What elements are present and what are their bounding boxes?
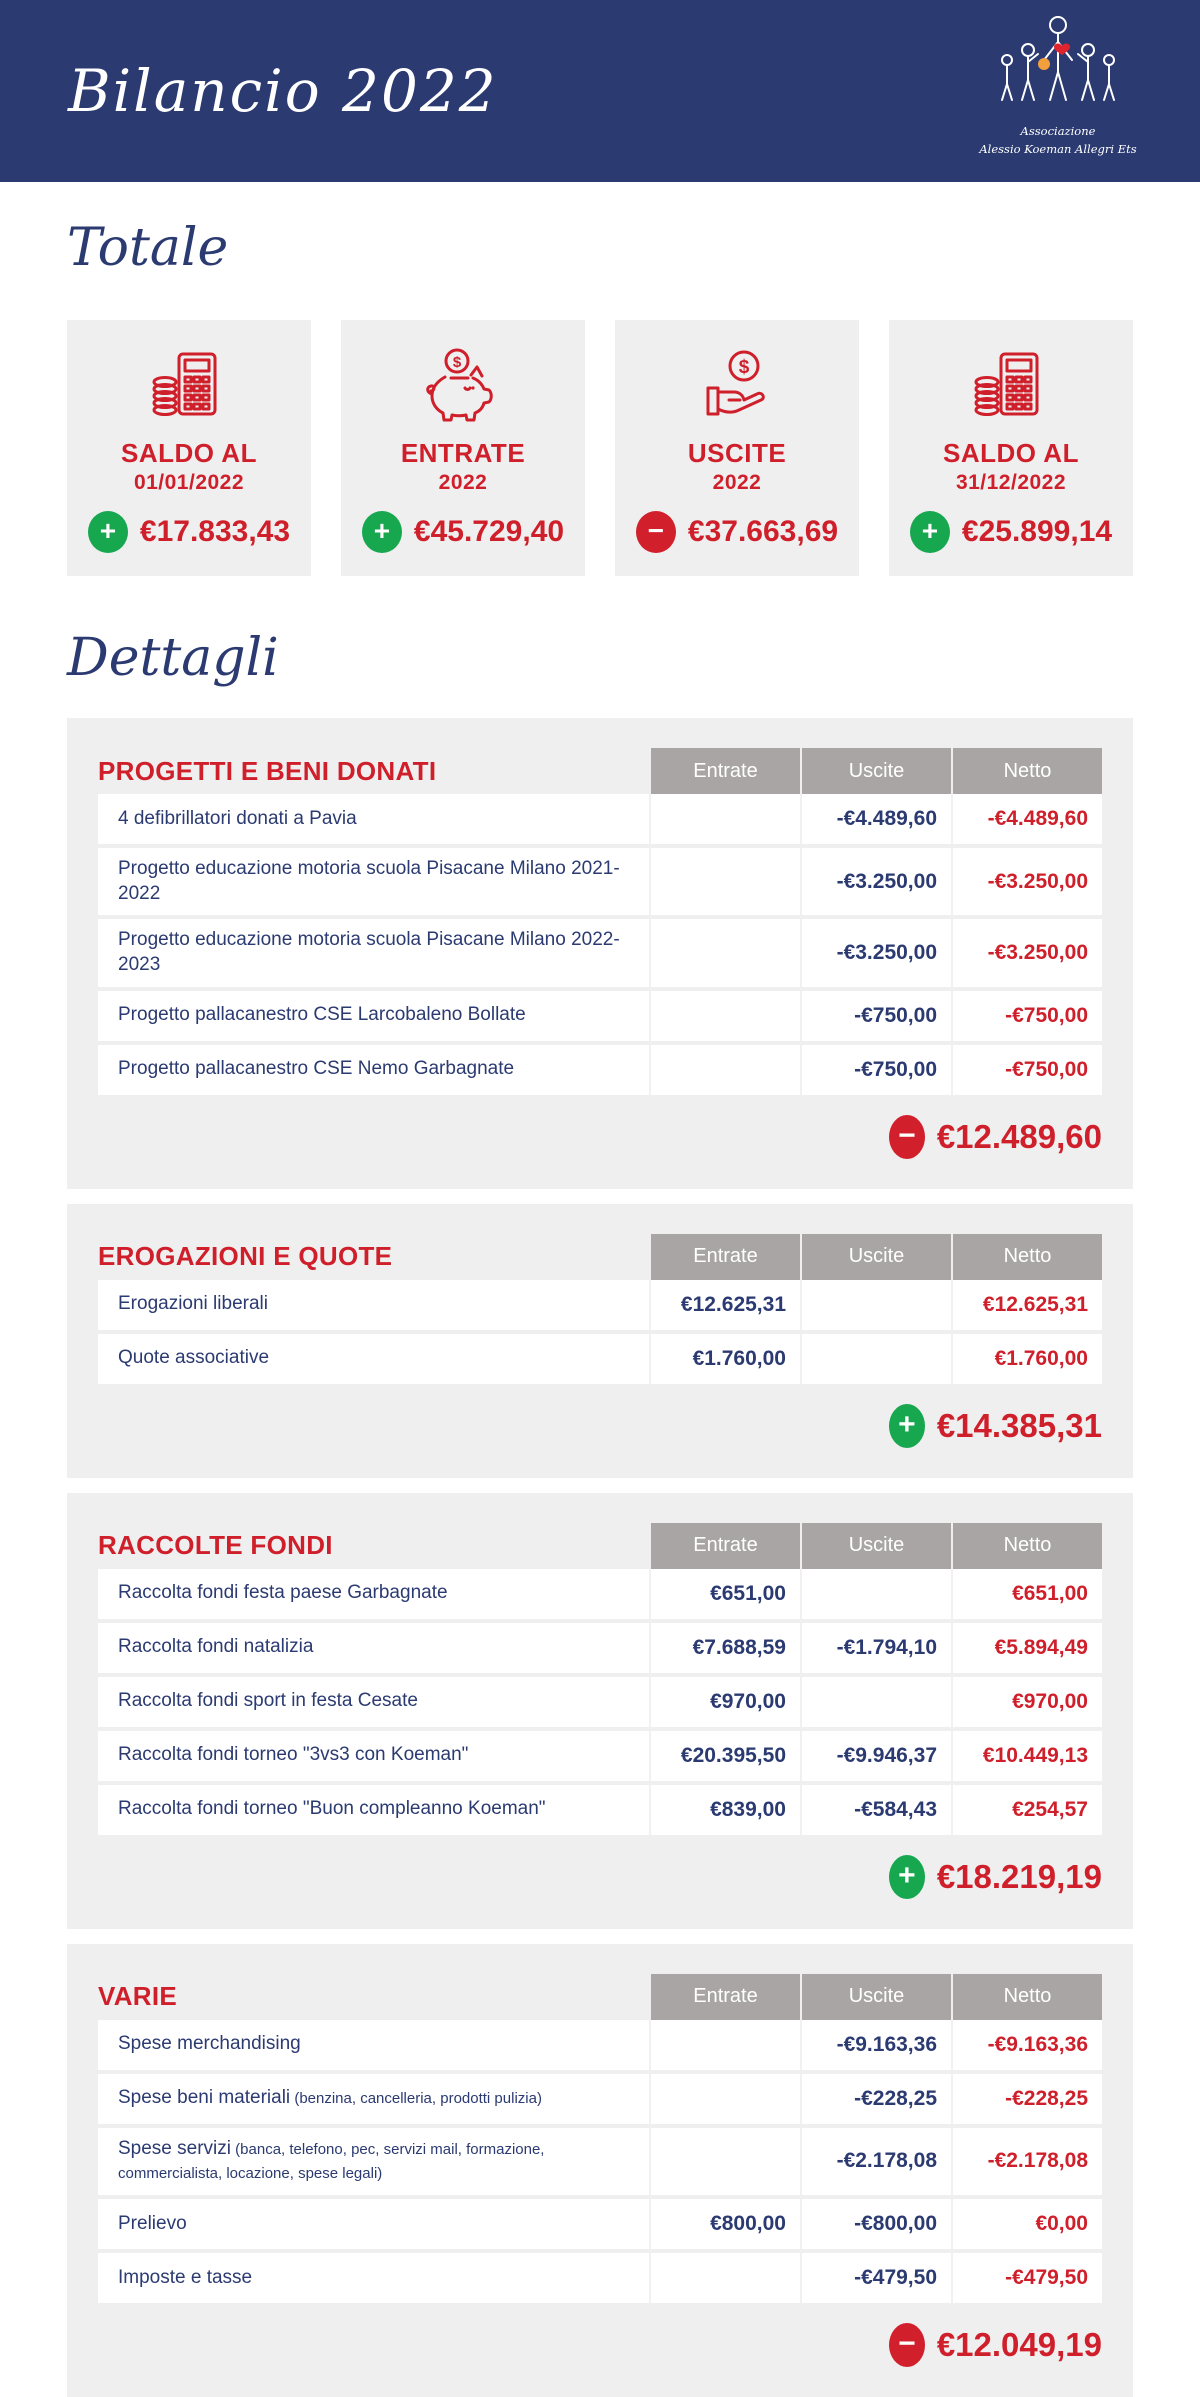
row-label: Raccolta fondi festa paese Garbagnate — [118, 1582, 448, 1604]
row-label: Spese merchandising — [118, 2033, 301, 2055]
detail-table-varie — [67, 1944, 1133, 2397]
table-row — [98, 848, 1102, 915]
logo-text-line2: Alessio Koeman Allegri Ets — [979, 142, 1137, 157]
row-entrate-value: €839,00 — [649, 1785, 800, 1835]
summary-card-value: €17.833,43 — [139, 514, 291, 548]
table-title: RACCOLTE FONDI — [98, 1530, 333, 1561]
row-uscite-value: -€584,43 — [800, 1785, 951, 1835]
totale-heading: Totale — [67, 218, 229, 278]
row-uscite-value — [800, 1334, 951, 1384]
row-entrate-value — [649, 991, 800, 1041]
row-label-cell — [98, 1623, 649, 1673]
row-label-cell — [98, 1569, 649, 1619]
row-uscite-value: -€1.794,10 — [800, 1623, 951, 1673]
row-label-note: (banca, telefono, pec, servizi mail, formazione, commercialista, locazione, spese legali) — [118, 2140, 545, 2183]
row-label: Spese servizi — [118, 2137, 231, 2159]
table-total-value: €18.219,19 — [936, 1857, 1102, 1895]
row-label-cell — [98, 2199, 649, 2249]
detail-table-progetti — [67, 718, 1133, 1189]
row-entrate-value — [649, 919, 800, 986]
row-uscite-value — [800, 1677, 951, 1727]
row-label: Prelievo — [118, 2212, 187, 2234]
sign-badge: + — [88, 511, 128, 553]
page-header — [0, 0, 1200, 182]
row-label: Progetto pallacanestro CSE Larcobaleno Bollate — [118, 1004, 526, 1026]
table-row — [98, 919, 1102, 986]
row-netto-value: €12.625,31 — [951, 1280, 1102, 1330]
row-label-cell — [98, 848, 649, 915]
sign-badge: + — [362, 511, 402, 553]
column-header-uscite: Uscite — [800, 1974, 951, 2020]
row-entrate-value — [649, 794, 800, 844]
calculator-coins-icon — [971, 344, 1051, 428]
row-netto-value: €0,00 — [951, 2199, 1102, 2249]
table-rows — [98, 1280, 1102, 1384]
summary-card-value: €37.663,69 — [687, 514, 839, 548]
row-label-cell — [98, 2074, 649, 2124]
row-uscite-value: -€4.489,60 — [800, 794, 951, 844]
row-netto-value: -€228,25 — [951, 2074, 1102, 2124]
sign-badge: + — [910, 511, 950, 553]
total-sign-badge: + — [889, 1404, 925, 1448]
column-header-entrate: Entrate — [649, 1234, 800, 1280]
table-rows — [98, 2020, 1102, 2303]
row-label: Erogazioni liberali — [118, 1293, 268, 1315]
row-uscite-value: -€3.250,00 — [800, 919, 951, 986]
column-header-netto: Netto — [951, 1234, 1102, 1280]
row-label-note: (benzina, cancelleria, prodotti pulizia) — [290, 2090, 542, 2108]
row-entrate-value — [649, 1045, 800, 1095]
row-netto-value: €10.449,13 — [951, 1731, 1102, 1781]
total-sign-badge: − — [889, 1115, 925, 1159]
association-logo — [968, 12, 1148, 157]
summary-card-subtitle: 01/01/2022 — [133, 470, 245, 494]
summary-card-title: SALDO AL — [121, 437, 257, 468]
column-header-uscite: Uscite — [800, 748, 951, 794]
column-header-uscite: Uscite — [800, 1234, 951, 1280]
row-label-cell — [98, 1731, 649, 1781]
table-total-row — [98, 1384, 1102, 1456]
row-entrate-value — [649, 2128, 800, 2195]
summary-card-title: USCITE — [687, 437, 787, 468]
table-row — [98, 1569, 1102, 1619]
table-row — [98, 1280, 1102, 1330]
summary-card-subtitle: 2022 — [712, 470, 762, 494]
table-total-row — [98, 2303, 1102, 2375]
summary-card-saldo-iniziale — [67, 320, 311, 576]
row-entrate-value — [649, 2253, 800, 2303]
table-row — [98, 1677, 1102, 1727]
table-row — [98, 2199, 1102, 2249]
column-header-entrate: Entrate — [649, 1974, 800, 2020]
total-sign-badge: + — [889, 1855, 925, 1899]
table-rows — [98, 794, 1102, 1095]
row-uscite-value: -€800,00 — [800, 2199, 951, 2249]
row-uscite-value: -€228,25 — [800, 2074, 951, 2124]
table-row — [98, 1045, 1102, 1095]
table-row — [98, 2128, 1102, 2195]
row-entrate-value — [649, 2020, 800, 2070]
row-uscite-value — [800, 1569, 951, 1619]
row-label-cell — [98, 1785, 649, 1835]
summary-card-title: SALDO AL — [943, 437, 1079, 468]
row-label-cell — [98, 991, 649, 1041]
row-label: Imposte e tasse — [118, 2266, 253, 2288]
table-row — [98, 991, 1102, 1041]
calculator-coins-icon — [149, 344, 229, 428]
table-row — [98, 1623, 1102, 1673]
hand-coin-icon — [696, 344, 778, 428]
table-row — [98, 1731, 1102, 1781]
row-label: Progetto educazione motoria scuola Pisacane Milano 2021-2022 — [118, 858, 620, 904]
row-netto-value: -€3.250,00 — [951, 848, 1102, 915]
column-header-entrate: Entrate — [649, 748, 800, 794]
table-total-row — [98, 1095, 1102, 1167]
row-entrate-value: €1.760,00 — [649, 1334, 800, 1384]
row-netto-value: -€2.178,08 — [951, 2128, 1102, 2195]
family-logo-icon — [988, 12, 1128, 116]
summary-card-uscite — [615, 320, 859, 576]
row-netto-value: €651,00 — [951, 1569, 1102, 1619]
row-netto-value: €970,00 — [951, 1677, 1102, 1727]
row-netto-value: -€750,00 — [951, 1045, 1102, 1095]
row-netto-value: -€750,00 — [951, 991, 1102, 1041]
row-label-cell — [98, 919, 649, 986]
sign-badge: − — [636, 511, 676, 553]
row-label: Progetto educazione motoria scuola Pisacane Milano 2022-2023 — [118, 929, 620, 976]
summary-card-subtitle: 31/12/2022 — [955, 470, 1067, 494]
row-label: Raccolta fondi sport in festa Cesate — [118, 1690, 418, 1712]
row-entrate-value: €970,00 — [649, 1677, 800, 1727]
row-entrate-value — [649, 848, 800, 915]
table-title: VARIE — [98, 1981, 178, 2012]
row-uscite-value: -€3.250,00 — [800, 848, 951, 915]
column-header-netto: Netto — [951, 1523, 1102, 1569]
table-row — [98, 794, 1102, 844]
table-row — [98, 2020, 1102, 2070]
row-netto-value: €5.894,49 — [951, 1623, 1102, 1673]
row-label: Progetto pallacanestro CSE Nemo Garbagnate — [118, 1058, 515, 1080]
total-sign-badge: − — [889, 2323, 925, 2367]
dettagli-heading: Dettagli — [67, 628, 279, 688]
svg-text:$: $ — [452, 353, 462, 371]
table-row — [98, 2074, 1102, 2124]
row-uscite-value: -€9.946,37 — [800, 1731, 951, 1781]
column-header-entrate: Entrate — [649, 1523, 800, 1569]
row-entrate-value: €20.395,50 — [649, 1731, 800, 1781]
summary-card-entrate — [341, 320, 585, 576]
row-label-cell — [98, 2128, 649, 2195]
row-uscite-value — [800, 1280, 951, 1330]
piggy-bank-icon — [421, 344, 505, 428]
row-label: Raccolta fondi natalizia — [118, 1636, 314, 1658]
svg-text:$: $ — [738, 356, 750, 378]
row-label-cell — [98, 1334, 649, 1384]
column-header-netto: Netto — [951, 1974, 1102, 2020]
row-label-cell — [98, 794, 649, 844]
summary-card-value: €25.899,14 — [961, 514, 1113, 548]
table-total-value: €12.489,60 — [936, 1117, 1102, 1155]
row-label: Raccolta fondi torneo "3vs3 con Koeman" — [118, 1744, 469, 1766]
row-netto-value: -€3.250,00 — [951, 919, 1102, 986]
row-label: Quote associative — [118, 1347, 270, 1369]
table-row — [98, 1334, 1102, 1384]
detail-table-erogazioni — [67, 1204, 1133, 1478]
row-uscite-value: -€750,00 — [800, 1045, 951, 1095]
row-netto-value: -€4.489,60 — [951, 794, 1102, 844]
table-total-value: €14.385,31 — [936, 1406, 1102, 1444]
summary-card-title: ENTRATE — [400, 437, 526, 468]
row-label: 4 defibrillatori donati a Pavia — [118, 807, 357, 829]
row-entrate-value — [649, 2074, 800, 2124]
row-entrate-value: €12.625,31 — [649, 1280, 800, 1330]
table-rows — [98, 1569, 1102, 1835]
table-row — [98, 1785, 1102, 1835]
table-title: PROGETTI E BENI DONATI — [98, 755, 437, 786]
row-label-cell — [98, 2253, 649, 2303]
summary-card-subtitle: 2022 — [438, 470, 488, 494]
page-title: Bilancio 2022 — [68, 57, 498, 125]
table-total-value: €12.049,19 — [936, 2326, 1102, 2364]
row-uscite-value: -€479,50 — [800, 2253, 951, 2303]
column-header-netto: Netto — [951, 748, 1102, 794]
detail-table-raccolte-fondi — [67, 1493, 1133, 1929]
row-netto-value: -€479,50 — [951, 2253, 1102, 2303]
table-title: EROGAZIONI E QUOTE — [98, 1241, 393, 1272]
row-netto-value: €1.760,00 — [951, 1334, 1102, 1384]
row-label-cell — [98, 1045, 649, 1095]
summary-card-value: €45.729,40 — [413, 514, 565, 548]
row-entrate-value: €800,00 — [649, 2199, 800, 2249]
summary-cards-row — [67, 320, 1133, 576]
row-label-cell — [98, 1280, 649, 1330]
row-label: Spese beni materiali — [118, 2087, 291, 2109]
logo-text-line1: Associazione — [1020, 124, 1096, 138]
column-header-uscite: Uscite — [800, 1523, 951, 1569]
row-label: Raccolta fondi torneo "Buon compleanno Koeman" — [118, 1798, 546, 1820]
row-entrate-value: €7.688,59 — [649, 1623, 800, 1673]
row-uscite-value: -€2.178,08 — [800, 2128, 951, 2195]
row-label-cell — [98, 2020, 649, 2070]
table-row — [98, 2253, 1102, 2303]
row-uscite-value: -€750,00 — [800, 991, 951, 1041]
row-netto-value: -€9.163,36 — [951, 2020, 1102, 2070]
summary-card-saldo-finale — [889, 320, 1133, 576]
table-total-row — [98, 1835, 1102, 1907]
row-entrate-value: €651,00 — [649, 1569, 800, 1619]
row-uscite-value: -€9.163,36 — [800, 2020, 951, 2070]
row-netto-value: €254,57 — [951, 1785, 1102, 1835]
row-label-cell — [98, 1677, 649, 1727]
